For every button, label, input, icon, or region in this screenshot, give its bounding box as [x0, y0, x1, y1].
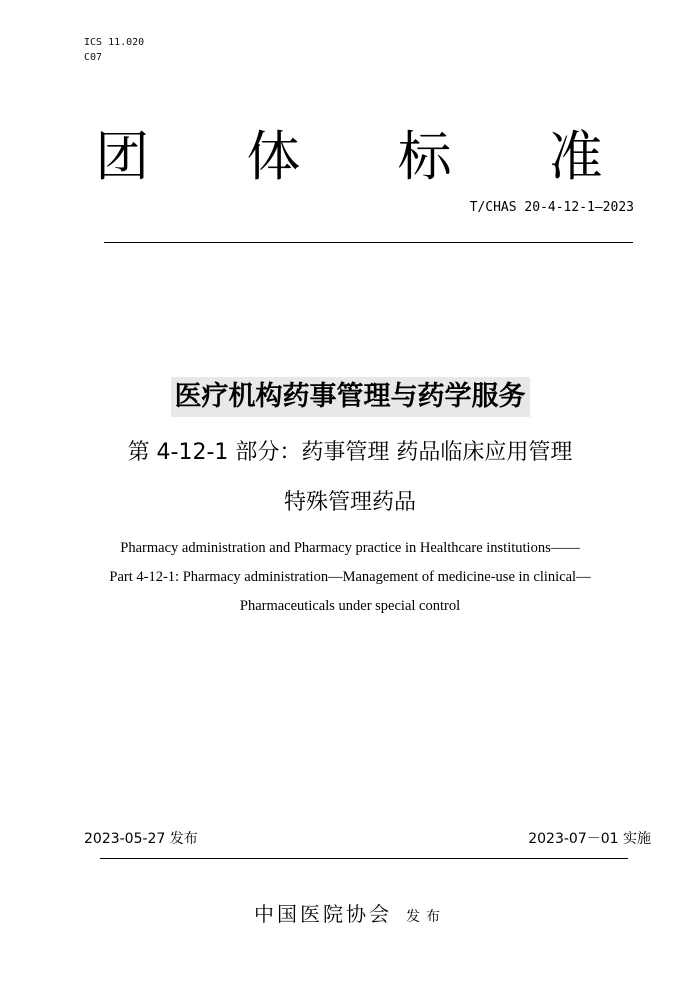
standard-number: T/CHAS 20-4-12-1—2023 — [469, 200, 634, 215]
english-title-line-3: Pharmaceuticals under special control — [239, 598, 461, 614]
publisher-name: 中国医院协会 — [254, 902, 392, 926]
subtitle-line-2: 特殊管理药品 — [283, 490, 416, 515]
subtitle-line-1: 第 4-12-1 部分：药事管理 药品临床应用管理 — [127, 440, 573, 465]
main-title-block — [0, 377, 700, 417]
main-title: 医疗机构药事管理与药学服务 — [171, 377, 530, 417]
issue-date: 2023-05-27 发布 — [84, 831, 198, 847]
english-title-line-1: Pharmacy administration and Pharmacy practice in Healthcare institutions—— — [120, 540, 580, 556]
publisher-line — [0, 899, 700, 932]
document-type-heading: 团 体 标 准 — [95, 125, 643, 188]
classification-codes — [84, 35, 144, 65]
publisher-action: 发布 — [406, 909, 446, 925]
ics-code: ICS 11.020 — [84, 37, 145, 48]
english-title — [40, 534, 660, 621]
header-divider — [104, 242, 633, 243]
footer-divider — [100, 858, 628, 859]
ccs-code: C07 — [84, 52, 103, 63]
implementation-date: 2023-07－01 实施 — [528, 831, 651, 847]
english-title-line-2: Part 4-12-1: Pharmacy administration—Management of medicine-use in clinical— — [109, 569, 591, 585]
